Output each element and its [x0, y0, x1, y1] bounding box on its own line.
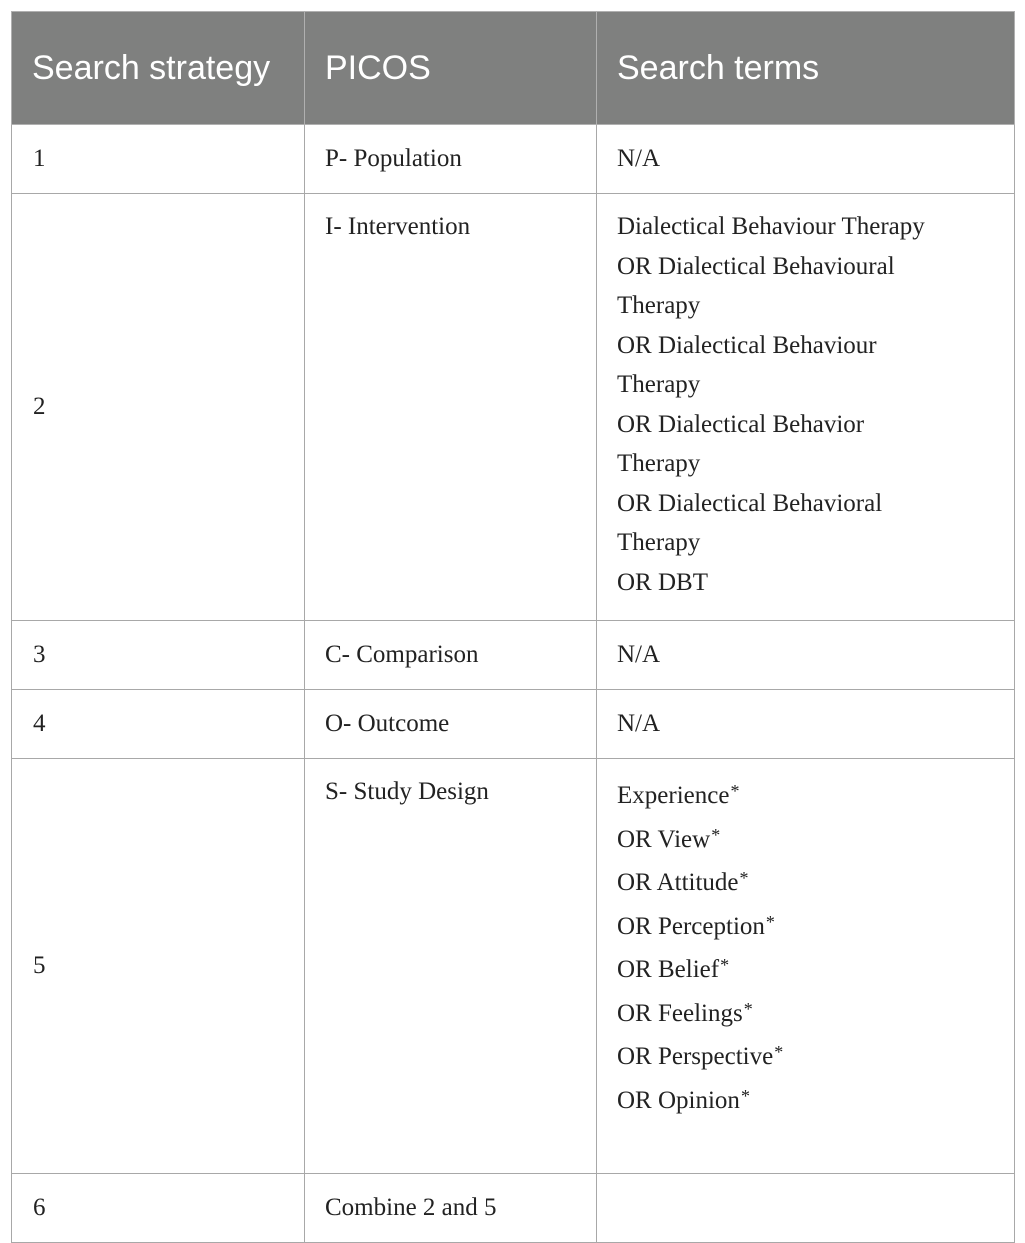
search-term: OR DBT [617, 568, 708, 596]
search-terms-cell [597, 125, 1015, 194]
header-picos: PICOS [305, 12, 597, 125]
truncation-asterisk: * [765, 911, 775, 932]
search-term: Therapy [617, 371, 701, 398]
search-term-text: OR Feelings [617, 999, 743, 1027]
search-term-text: OR Attitude [617, 869, 739, 896]
search-term: N/A [617, 641, 661, 669]
table-header-row [12, 12, 1015, 125]
strategy-number: 5 [12, 759, 305, 1174]
search-term-text: OR View [617, 825, 711, 853]
table-row [12, 1174, 1015, 1243]
truncation-asterisk: * [739, 868, 749, 888]
truncation-asterisk: * [711, 824, 721, 845]
table-row [12, 759, 1015, 1174]
search-strategy-table [11, 11, 1015, 1243]
picos-label: S- Study Design [305, 759, 597, 1174]
strategy-number: 2 [12, 194, 305, 621]
search-term-text: OR Belief [617, 956, 720, 983]
header-search-strategy: Search strategy [12, 12, 305, 125]
table-row [12, 621, 1015, 690]
picos-label: I- Intervention [305, 194, 597, 621]
search-strategy-table-container [11, 11, 1014, 1243]
search-terms-cell [597, 1174, 1015, 1243]
search-term [617, 946, 994, 990]
table-row [12, 690, 1015, 759]
search-term [617, 1077, 994, 1121]
search-term [617, 1033, 994, 1077]
search-term-text: Experience [617, 782, 730, 809]
search-terms-cell [597, 690, 1015, 759]
strategy-number: 4 [12, 690, 305, 759]
truncation-asterisk: * [740, 1085, 750, 1106]
table-row [12, 125, 1015, 194]
search-term: OR Dialectical Behavioral [617, 489, 883, 517]
search-term: OR Dialectical Behaviour [617, 331, 877, 359]
search-term: Therapy [617, 292, 701, 319]
picos-label: Combine 2 and 5 [305, 1174, 597, 1243]
search-term: Dialectical Behaviour Therapy [617, 213, 925, 240]
header-search-terms: Search terms [597, 12, 1015, 125]
truncation-asterisk: * [743, 998, 753, 1019]
strategy-number: 3 [12, 621, 305, 690]
search-term-text: OR Perspective [617, 1043, 774, 1070]
search-terms-cell [597, 759, 1015, 1174]
search-term [617, 816, 994, 860]
search-terms-cell [597, 621, 1015, 690]
search-term: Therapy [617, 450, 701, 477]
table-row [12, 194, 1015, 621]
truncation-asterisk: * [774, 1042, 784, 1062]
search-term [617, 990, 994, 1034]
picos-label: O- Outcome [305, 690, 597, 759]
picos-label: P- Population [305, 125, 597, 194]
search-term [617, 903, 994, 947]
search-term: N/A [617, 710, 661, 738]
search-term [617, 859, 994, 903]
truncation-asterisk: * [720, 955, 730, 975]
strategy-number: 1 [12, 125, 305, 194]
search-term: OR Dialectical Behavior [617, 410, 865, 438]
search-term: N/A [617, 145, 661, 173]
search-term [617, 772, 994, 816]
search-term: OR Dialectical Behavioural [617, 252, 895, 280]
truncation-asterisk: * [730, 781, 740, 801]
search-term-text: OR Opinion [617, 1086, 740, 1114]
search-term-text: OR Perception [617, 912, 765, 940]
picos-label: C- Comparison [305, 621, 597, 690]
strategy-number: 6 [12, 1174, 305, 1243]
search-term: Therapy [617, 529, 701, 556]
search-terms-cell [597, 194, 1015, 621]
